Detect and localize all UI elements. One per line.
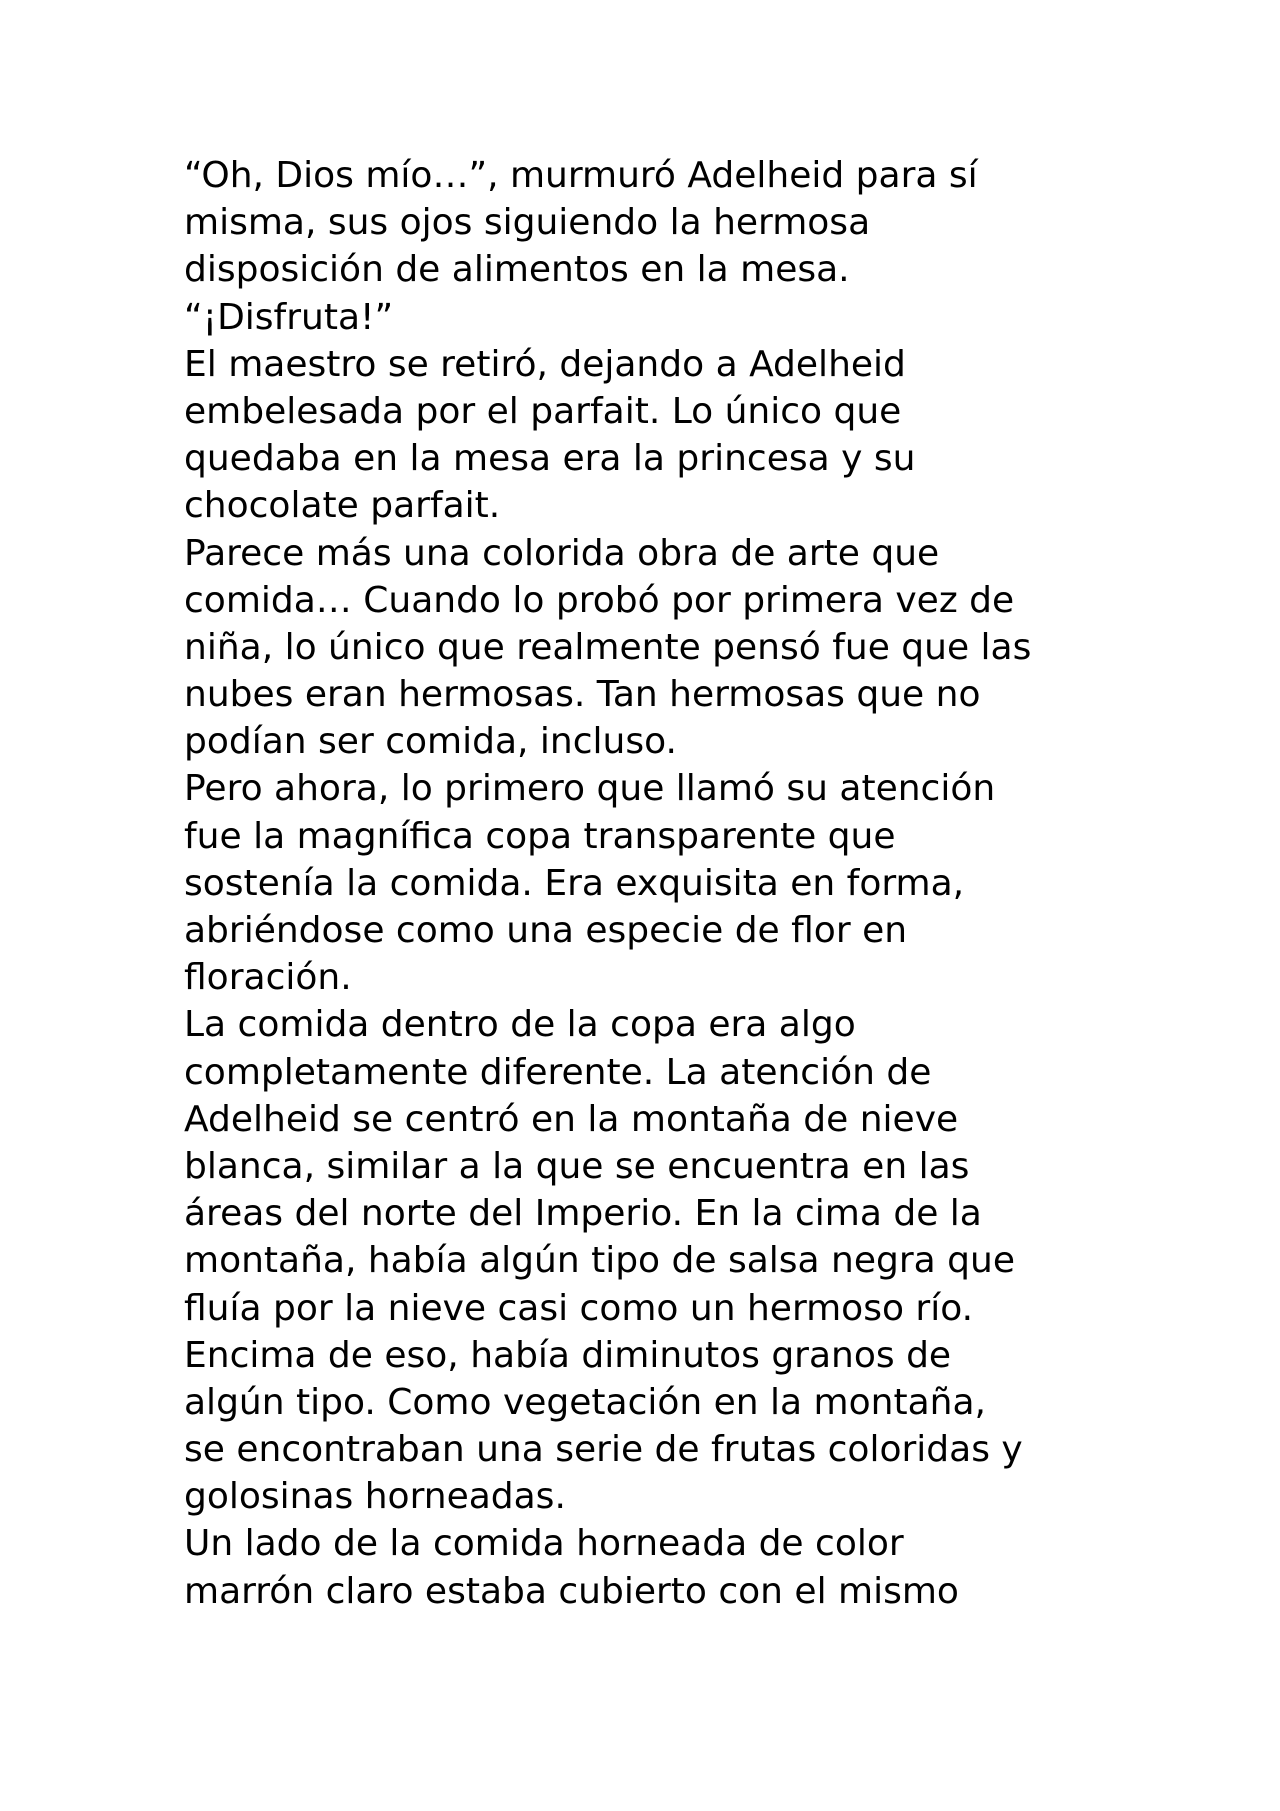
text-line: floración.	[184, 957, 352, 999]
text-line: quedaba en la mesa era la princesa y su	[184, 438, 916, 480]
text-line: misma, sus ojos siguiendo la hermosa	[184, 202, 871, 244]
text-line: fluía por la nieve casi como un hermoso río.	[184, 1287, 974, 1329]
text-line: completamente diferente. La atención de	[184, 1051, 932, 1093]
text-line: niña, lo único que realmente pensó fue que las	[184, 626, 1032, 668]
text-line: El maestro se retiró, dejando a Adelheid	[184, 343, 906, 385]
text-line: se encontraban una serie de frutas coloridas y	[184, 1429, 1023, 1471]
text-line: abriéndose como una especie de flor en	[184, 910, 908, 951]
text-line: marrón claro estaba cubierto con el mismo	[184, 1570, 959, 1612]
text-line: sostenía la comida. Era exquisita en forma,	[184, 862, 965, 904]
text-line: Un lado de la comida horneada de color	[184, 1523, 904, 1565]
text-line: embelesada por el parfait. Lo único que	[184, 390, 902, 432]
text-line: golosinas horneadas.	[184, 1476, 566, 1518]
text-line: Pero ahora, lo primero que llamó su atención	[184, 768, 996, 810]
text-line: Adelheid se centró en la montaña de nieve	[184, 1098, 959, 1140]
text-line: comida… Cuando lo probó por primera vez de	[184, 579, 1015, 621]
text-line: disposición de alimentos en la mesa.	[184, 249, 850, 291]
text-line: blanca, similar a la que se encuentra en las	[184, 1145, 970, 1187]
text-line: podían ser comida, incluso.	[184, 721, 677, 763]
text-line: “Oh, Dios mío…”, murmuró Adelheid para sí	[184, 155, 978, 196]
text-line: montaña, había algún tipo de salsa negra que	[184, 1240, 1015, 1282]
text-line: La comida dentro de la copa era algo	[184, 1004, 856, 1046]
text-line: fue la magnífica copa transparente que	[184, 815, 896, 857]
body-text	[184, 152, 1184, 1615]
text-line: “¡Disfruta!”	[184, 296, 394, 338]
text-line: Encima de eso, había diminutos granos de	[184, 1334, 952, 1376]
text-line: Parece más una colorida obra de arte que	[184, 532, 940, 574]
text-line: algún tipo. Como vegetación en la montaña,	[184, 1381, 986, 1423]
text-line: nubes eran hermosas. Tan hermosas que no	[184, 674, 981, 716]
text-line: chocolate parfait.	[184, 485, 501, 527]
text-line: áreas del norte del Imperio. En la cima de la	[184, 1193, 982, 1235]
